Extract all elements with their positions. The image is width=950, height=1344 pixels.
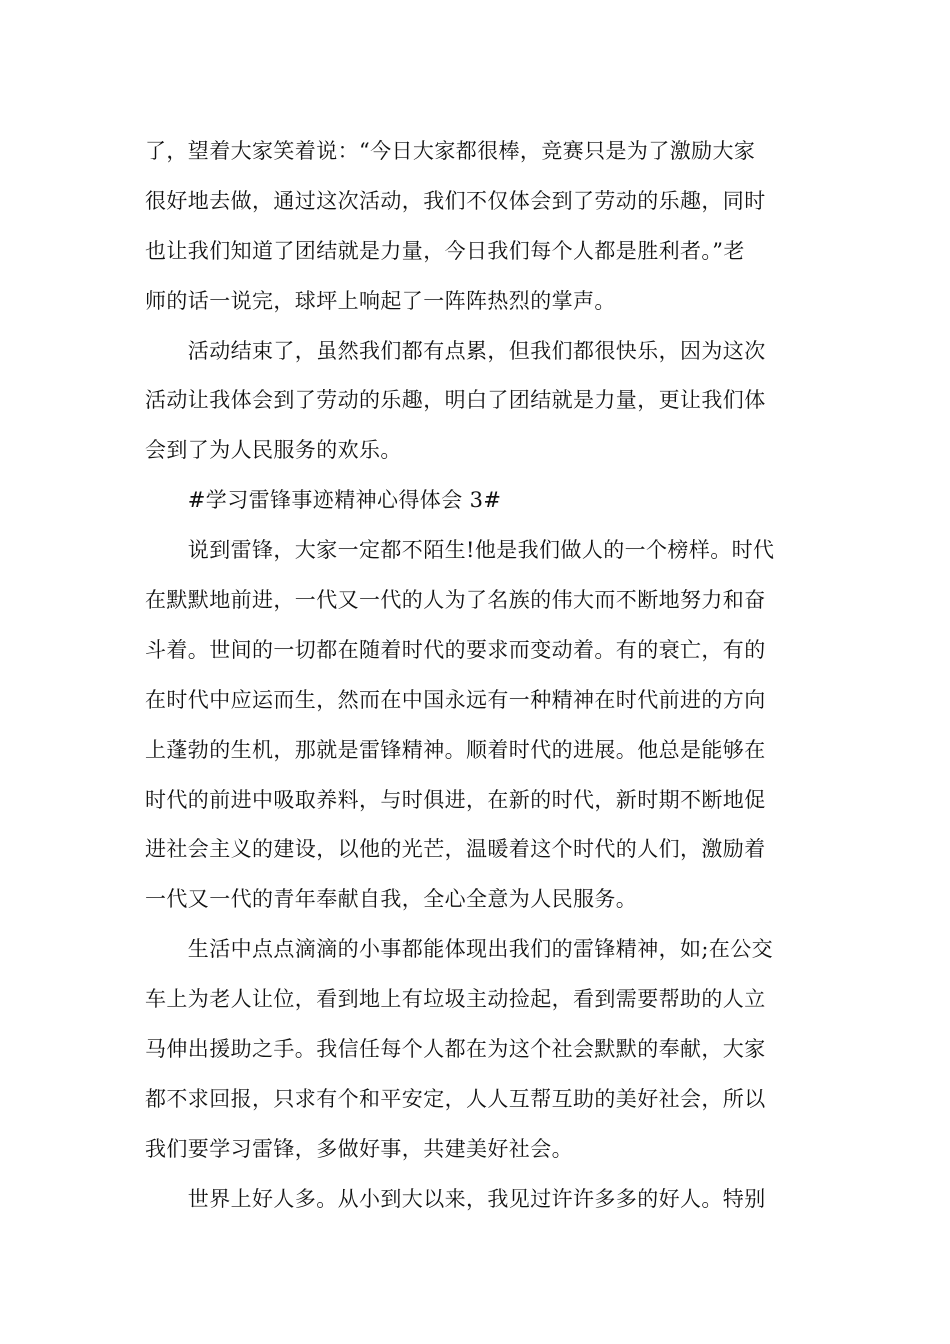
paragraph-5 — [145, 1175, 810, 1225]
text-line: 马伸出援助之手。我信任每个人都在为这个社会默默的奉献，大家 — [145, 1037, 766, 1062]
text-line: 生活中点点滴滴的小事都能体现出我们的雷锋精神，如;在公交 — [145, 937, 774, 962]
text-line: 活动让我体会到了劳动的乐趣，明白了团结就是力量，更让我们体 — [145, 388, 766, 413]
text-line: 了，望着大家笑着说：“今日大家都很棒，竞赛只是为了激励大家 — [145, 139, 756, 163]
text-line: 活动结束了，虽然我们都有点累，但我们都很快乐，因为这次 — [145, 338, 766, 363]
text-line: 在时代中应运而生，然而在中国永远有一种精神在时代前进的方向 — [145, 687, 766, 712]
text-line: 我们要学习雷锋，多做好事，共建美好社会。 — [145, 1136, 573, 1161]
paragraph-4 — [145, 925, 810, 1174]
text-line: 世界上好人多。从小到大以来，我见过许许多多的好人。特别 — [145, 1186, 766, 1211]
text-line: 一代又一代的青年奉献自我，全心全意为人民服务。 — [145, 887, 638, 912]
text-line: 在默默地前进，一代又一代的人为了名族的伟大而不断地努力和奋 — [145, 588, 766, 613]
text-line: 车上为老人让位，看到地上有垃圾主动捡起，看到需要帮助的人立 — [145, 987, 766, 1012]
section-heading — [145, 476, 810, 526]
paragraph-3 — [145, 526, 810, 925]
heading-line: #学习雷锋事迹精神心得体会 3# — [145, 488, 502, 513]
text-line: 说到雷锋，大家一定都不陌生!他是我们做人的一个榜样。时代 — [145, 538, 775, 563]
text-line: 师的话一说完，球坪上响起了一阵阵热烈的掌声。 — [145, 288, 616, 313]
paragraph-2 — [145, 327, 810, 477]
text-line: 会到了为人民服务的欢乐。 — [145, 438, 402, 463]
text-line: 斗着。世间的一切都在随着时代的要求而变动着。有的衰亡，有的 — [145, 637, 766, 662]
text-line: 进社会主义的建设，以他的光芒，温暖着这个时代的人们，激励着 — [145, 837, 766, 862]
text-line: 都不求回报，只求有个和平安定，人人互帮互助的美好社会，所以 — [145, 1086, 766, 1111]
paragraph-1 — [145, 127, 810, 327]
text-line: 也让我们知道了团结就是力量，今日我们每个人都是胜利者。”老 — [145, 238, 745, 263]
text-line: 很好地去做，通过这次活动，我们不仅体会到了劳动的乐趣，同时 — [145, 188, 766, 213]
document-page — [145, 127, 810, 1225]
text-line: 时代的前进中吸取养料，与时俱进，在新的时代，新时期不断地促 — [145, 787, 766, 812]
text-line: 上蓬勃的生机，那就是雷锋精神。顺着时代的进展。他总是能够在 — [145, 737, 766, 762]
